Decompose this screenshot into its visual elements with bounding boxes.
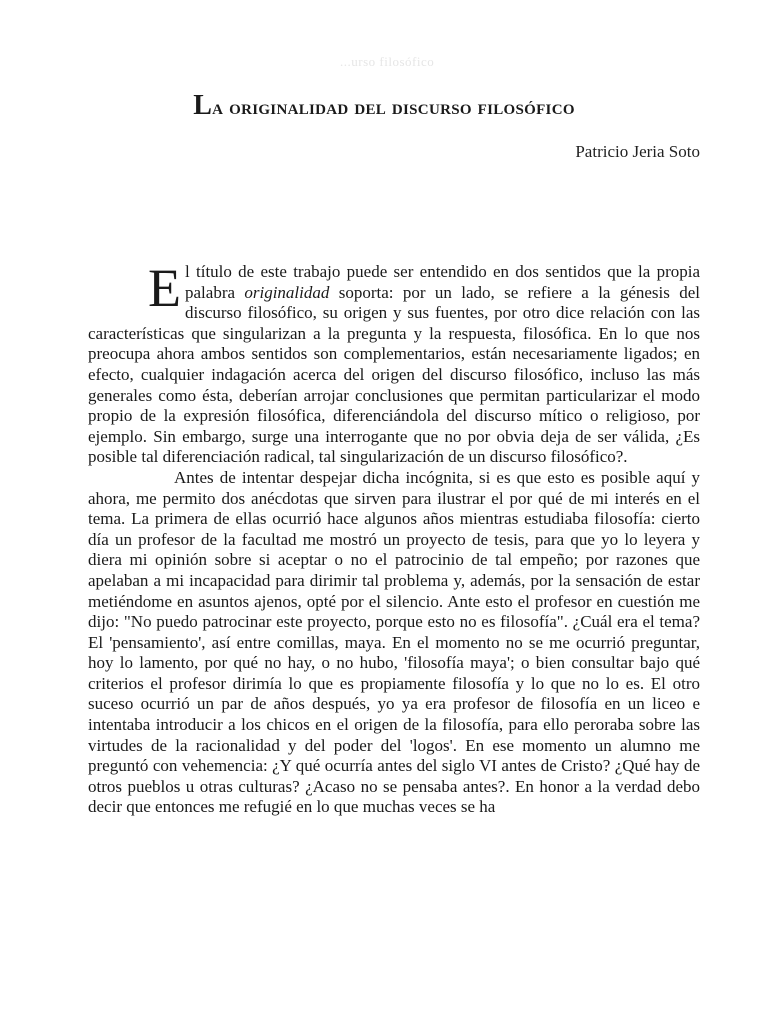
paragraph-1-text-b: soporta: por un lado, se refiere a la génesis del discurso filosófico, su origen y sus fuentes, por otro dice relación con las características que singularizan a la pregunta y la respuesta, filosófica. En lo que nos preocupa ahora ambos sentidos son complementarios, están necesariamente ligados; en efecto, cualquier indagación acerca del origen del discurso filosófico, incluso las más generales como ésta, deberían arrojar conclusiones que permitan particularizar el modo propio de la expresión filosófica, diferenciándola del discurso mítico o religioso, por ejemplo. Sin embargo, surge una interrogante que no por obvia deja de ser válida, ¿Es posible tal diferenciación radical, tal singularización de un discurso filosófico?. <box>88 282 700 467</box>
article-title <box>0 90 768 122</box>
paragraph-1 <box>88 258 700 468</box>
paragraph-2: Antes de intentar despejar dicha incógnita, si es que esto es posible aquí y ahora, me permito dos anécdotas que sirven para ilustrar el por qué de mi interés en el tema. La primera de ellas ocurrió hace algunos años mientras estudiaba filosofía: cierto día un profesor de la facultad me mostró un proyecto de tesis, para que yo lo leyera y diera mi opinión sobre si aceptar o no el patrocinio de tal empeño; por razones que apelaban a mi incapacidad para dirimir tal problema y, además, por la sensación de estar metiéndome en asuntos ajenos, opté por el silencio. Ante esto el profesor en cuestión me dijo: "No puedo patrocinar este proyecto, porque esto no es filosofía". ¿Cuál era el tema? El 'pensamiento', así entre comillas, maya. En el momento no se me ocurrió preguntar, hoy lo lamento, por qué no hay, o no hubo, 'filosofía maya'; o bien consultar bajo qué criterios el profesor dirimía lo que es propiamente filosofía y lo que no lo es. El otro suceso ocurrió un par de años después, yo ya era profesor de filosofía en un liceo e intentaba introducir a los chicos en el origen de la filosofía, para ello peroraba sobre las virtudes de la racionalidad y del poder del 'logos'. En ese momento un alumno me preguntó con vehemencia: ¿Y qué ocurría antes del siglo VI antes de Cristo? ¿Qué hay de otros pueblos u otras culturas? ¿Acaso no se pensaba antes?. En honor a la verdad debo decir que entonces me refugié en lo que muchas veces se ha <box>88 467 700 817</box>
paragraph-1-italic: originalidad <box>244 282 330 302</box>
faint-running-header: ...urso filosófico <box>340 54 435 69</box>
drop-cap: E <box>148 258 181 318</box>
author-name: Patricio Jeria Soto <box>575 142 700 161</box>
title-initial: L <box>193 90 213 121</box>
paragraph-1-text-a: l título de este trabajo puede ser entendido en dos sentidos que la propia palabra <box>185 262 700 302</box>
article-body <box>88 258 700 818</box>
title-rest: a originalidad del discurso filosófico <box>212 94 575 119</box>
